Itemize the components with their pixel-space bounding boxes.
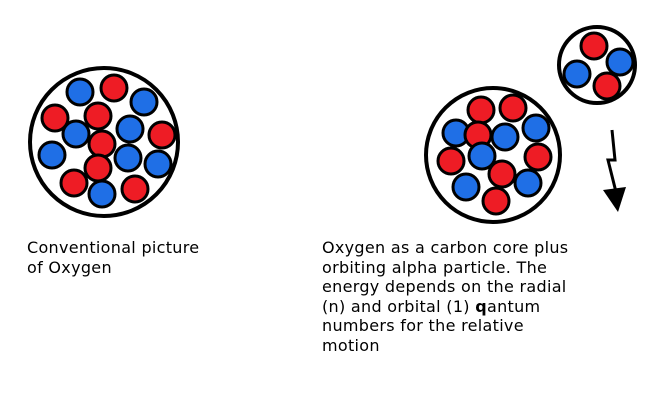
caption-line-text: (n) and orbital (1) [322, 296, 476, 316]
neutron [523, 115, 549, 141]
cluster-caption [322, 238, 644, 355]
conventional-caption [27, 238, 267, 277]
neutron [89, 181, 115, 207]
caption-line: Conventional picture [27, 238, 200, 257]
arrow-shaft [608, 130, 616, 192]
neutron [453, 174, 479, 200]
caption-line: orbiting alpha particle. The [322, 257, 548, 277]
caption-line: numbers for the relative [322, 316, 524, 335]
neutron [131, 89, 157, 115]
proton [489, 161, 515, 187]
conventional-oxygen-nucleus [30, 68, 178, 216]
proton [85, 103, 111, 129]
caption-line [322, 297, 644, 317]
proton [61, 170, 87, 196]
neutron [564, 61, 590, 87]
proton [500, 95, 526, 121]
caption-line: Oxygen as a carbon core plus [322, 238, 569, 257]
carbon-core-nucleus [426, 88, 560, 222]
neutron [63, 121, 89, 147]
proton [525, 144, 551, 170]
neutron [115, 145, 141, 171]
proton [581, 33, 607, 59]
neutron [39, 142, 65, 168]
proton [122, 176, 148, 202]
proton [594, 73, 620, 99]
nucleons [39, 75, 175, 207]
nucleons [564, 33, 633, 99]
neutron [117, 116, 143, 142]
caption-line: of Oxygen [27, 257, 112, 277]
proton [85, 155, 111, 181]
neutron [67, 79, 93, 105]
neutron [607, 49, 633, 75]
caption-line: energy depends on the radial [322, 277, 567, 296]
neutron [145, 151, 171, 177]
proton [483, 188, 509, 214]
alpha-particle [559, 27, 635, 103]
arrow-head [603, 187, 626, 212]
proton [438, 148, 464, 174]
proton [149, 122, 175, 148]
neutron [515, 170, 541, 196]
caption-line: motion [322, 335, 380, 355]
caption-line-text: antum [487, 296, 541, 316]
proton [89, 131, 115, 157]
proton [101, 75, 127, 101]
orbit-motion-arrow [603, 130, 626, 212]
neutron [492, 124, 518, 150]
bold-letter: q [475, 296, 487, 316]
proton [468, 97, 494, 123]
nucleons [438, 95, 551, 214]
